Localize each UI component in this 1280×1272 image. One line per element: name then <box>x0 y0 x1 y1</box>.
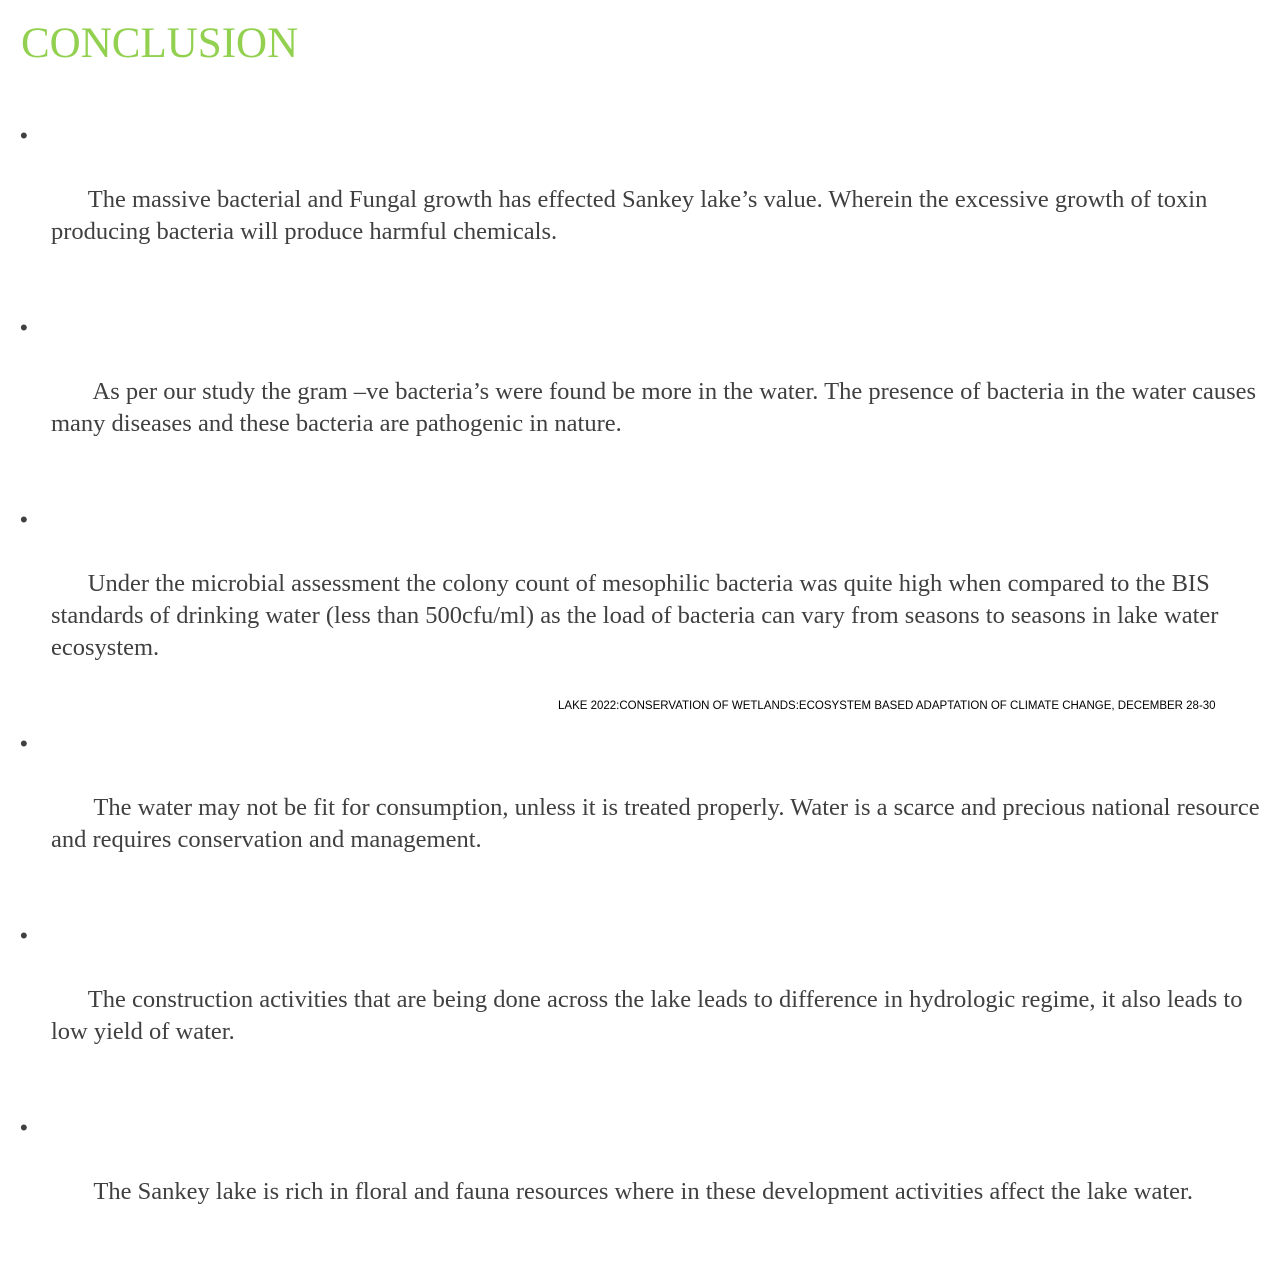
slide-footer: LAKE 2022:CONSERVATION OF WETLANDS:ECOSYSTEM BASED ADAPTATION OF CLIMATE CHANGE, DECEMBER 28-30 <box>558 700 1216 712</box>
bullet-dot-icon: • <box>20 731 28 756</box>
bullet-item <box>20 312 1265 472</box>
slide-title: CONCLUSION <box>21 20 299 67</box>
bullet-item <box>20 504 1265 696</box>
bullet-dot-icon: • <box>20 315 28 340</box>
bullet-item <box>20 120 1265 280</box>
bullet-text: Under the microbial assessment the colony count of mesophilic bacteria was quite high when compared to the BIS standards of drinking water (less than 500cfu/ml) as the load of bacteria can vary from seasons to seasons in lake water ecosystem. <box>51 570 1225 661</box>
bullet-item <box>20 1112 1265 1240</box>
bullet-dot-icon: • <box>20 507 28 532</box>
bullet-list <box>20 120 1265 1272</box>
bullet-text: The massive bacterial and Fungal growth has effected Sankey lake’s value. Wherein the excessive growth of toxin producing bacteria will produce harmful chemicals. <box>51 186 1214 245</box>
bullet-item <box>20 728 1265 888</box>
bullet-item <box>20 920 1265 1080</box>
bullet-dot-icon: • <box>20 923 28 948</box>
bullet-text: As per our study the gram –ve bacteria’s were found be more in the water. The presence of bacteria in the water causes many diseases and these bacteria are pathogenic in nature. <box>51 378 1263 437</box>
bullet-text: The Sankey lake is rich in floral and fauna resources where in these development activities affect the lake water. <box>87 1178 1193 1205</box>
bullet-dot-icon: • <box>20 1115 28 1140</box>
bullet-text: The construction activities that are being done across the lake leads to difference in hydrologic regime, it also leads to low yield of water. <box>51 986 1249 1045</box>
bullet-text: The water may not be fit for consumption, unless it is treated properly. Water is a scarce and precious national resource and requires conservation and management. <box>51 794 1266 853</box>
bullet-dot-icon: • <box>20 123 28 148</box>
